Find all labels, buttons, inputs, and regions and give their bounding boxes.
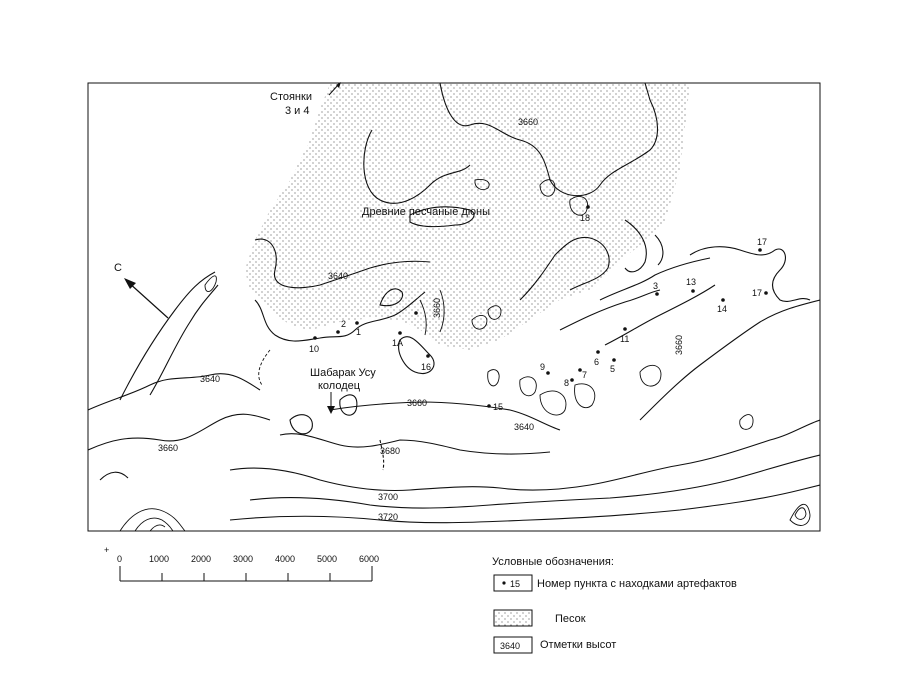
site-label: 1	[356, 327, 362, 337]
legend-site-box-text: 15	[510, 579, 521, 589]
site-dot	[721, 298, 725, 302]
elevation-label: 3700	[378, 492, 399, 502]
site-dot	[414, 311, 418, 315]
site-dot	[623, 327, 627, 331]
site-label: 1А	[392, 338, 404, 348]
site-dot	[764, 291, 768, 295]
legend-sand-box	[494, 610, 532, 626]
elevation-label: 3640	[200, 374, 221, 384]
well-name-label: Шабарак Усу	[310, 367, 376, 379]
scale-tick-label: 0	[117, 554, 123, 564]
site-label: 8	[564, 378, 570, 388]
legend-site-label: Номер пункта с находками артефактов	[537, 578, 737, 590]
site-dot	[398, 331, 402, 335]
elevation-label: 3660	[432, 297, 442, 318]
legend-title: Условные обозначения:	[492, 556, 614, 568]
elevation-label: 3720	[378, 512, 399, 522]
elevation-label: 3680	[380, 446, 401, 456]
site-dot	[570, 378, 574, 382]
legend	[492, 556, 737, 653]
elevation-label: 3640	[328, 271, 349, 281]
site-dot	[426, 354, 430, 358]
site-label: 15	[493, 402, 504, 412]
scale-tick-label: 1000	[149, 554, 170, 564]
site-label: 10	[309, 344, 320, 354]
scale-tick-label: 5000	[317, 554, 338, 564]
site-label: 17	[757, 237, 768, 247]
site-label: 18	[580, 213, 591, 223]
site-label: 16	[421, 362, 432, 372]
scale-plus: +	[104, 545, 110, 555]
site-label: 2	[341, 319, 347, 329]
scale-bar	[104, 545, 379, 581]
legend-elevation-box-text: 3640	[500, 641, 521, 651]
site-dot	[487, 404, 491, 408]
site-dot	[355, 321, 359, 325]
site-dot	[758, 248, 762, 252]
legend-sand-label: Песок	[555, 613, 586, 625]
legend-elevation-label: Отметки высот	[540, 639, 617, 651]
site-dot	[596, 350, 600, 354]
site-label: 14	[717, 304, 728, 314]
north-label: С	[114, 262, 122, 274]
site-label: 5	[610, 364, 616, 374]
site-label: 3	[653, 281, 659, 291]
elevation-label: 3660	[407, 398, 428, 408]
site-label: 17	[752, 288, 763, 298]
camps-numbers-label: 3 и 4	[285, 105, 310, 117]
site-dot	[313, 336, 317, 340]
camps-label: Стоянки	[270, 91, 312, 103]
elevation-label: 3660	[518, 117, 539, 127]
elevation-label: 3640	[514, 422, 535, 432]
site-dot	[612, 358, 616, 362]
site-label: 9	[540, 362, 546, 372]
site-label: 7	[582, 370, 588, 380]
site-dot	[691, 289, 695, 293]
legend-site-dot	[502, 581, 505, 584]
site-dot	[586, 205, 590, 209]
well-word-label: колодец	[318, 380, 361, 392]
scale-tick-label: 6000	[359, 554, 380, 564]
site-label: 13	[686, 277, 697, 287]
scale-tick-label: 4000	[275, 554, 296, 564]
site-label: 11	[620, 334, 630, 344]
site-dot	[336, 330, 340, 334]
elevation-label: 3660	[674, 334, 684, 355]
site-dot	[655, 292, 659, 296]
scale-tick-label: 3000	[233, 554, 254, 564]
site-dot	[546, 371, 550, 375]
scale-tick-label: 2000	[191, 554, 212, 564]
ancient-dunes-label: Древние песчаные дюны	[362, 206, 491, 218]
site-label: 6	[594, 357, 600, 367]
elevation-label: 3660	[158, 443, 179, 453]
